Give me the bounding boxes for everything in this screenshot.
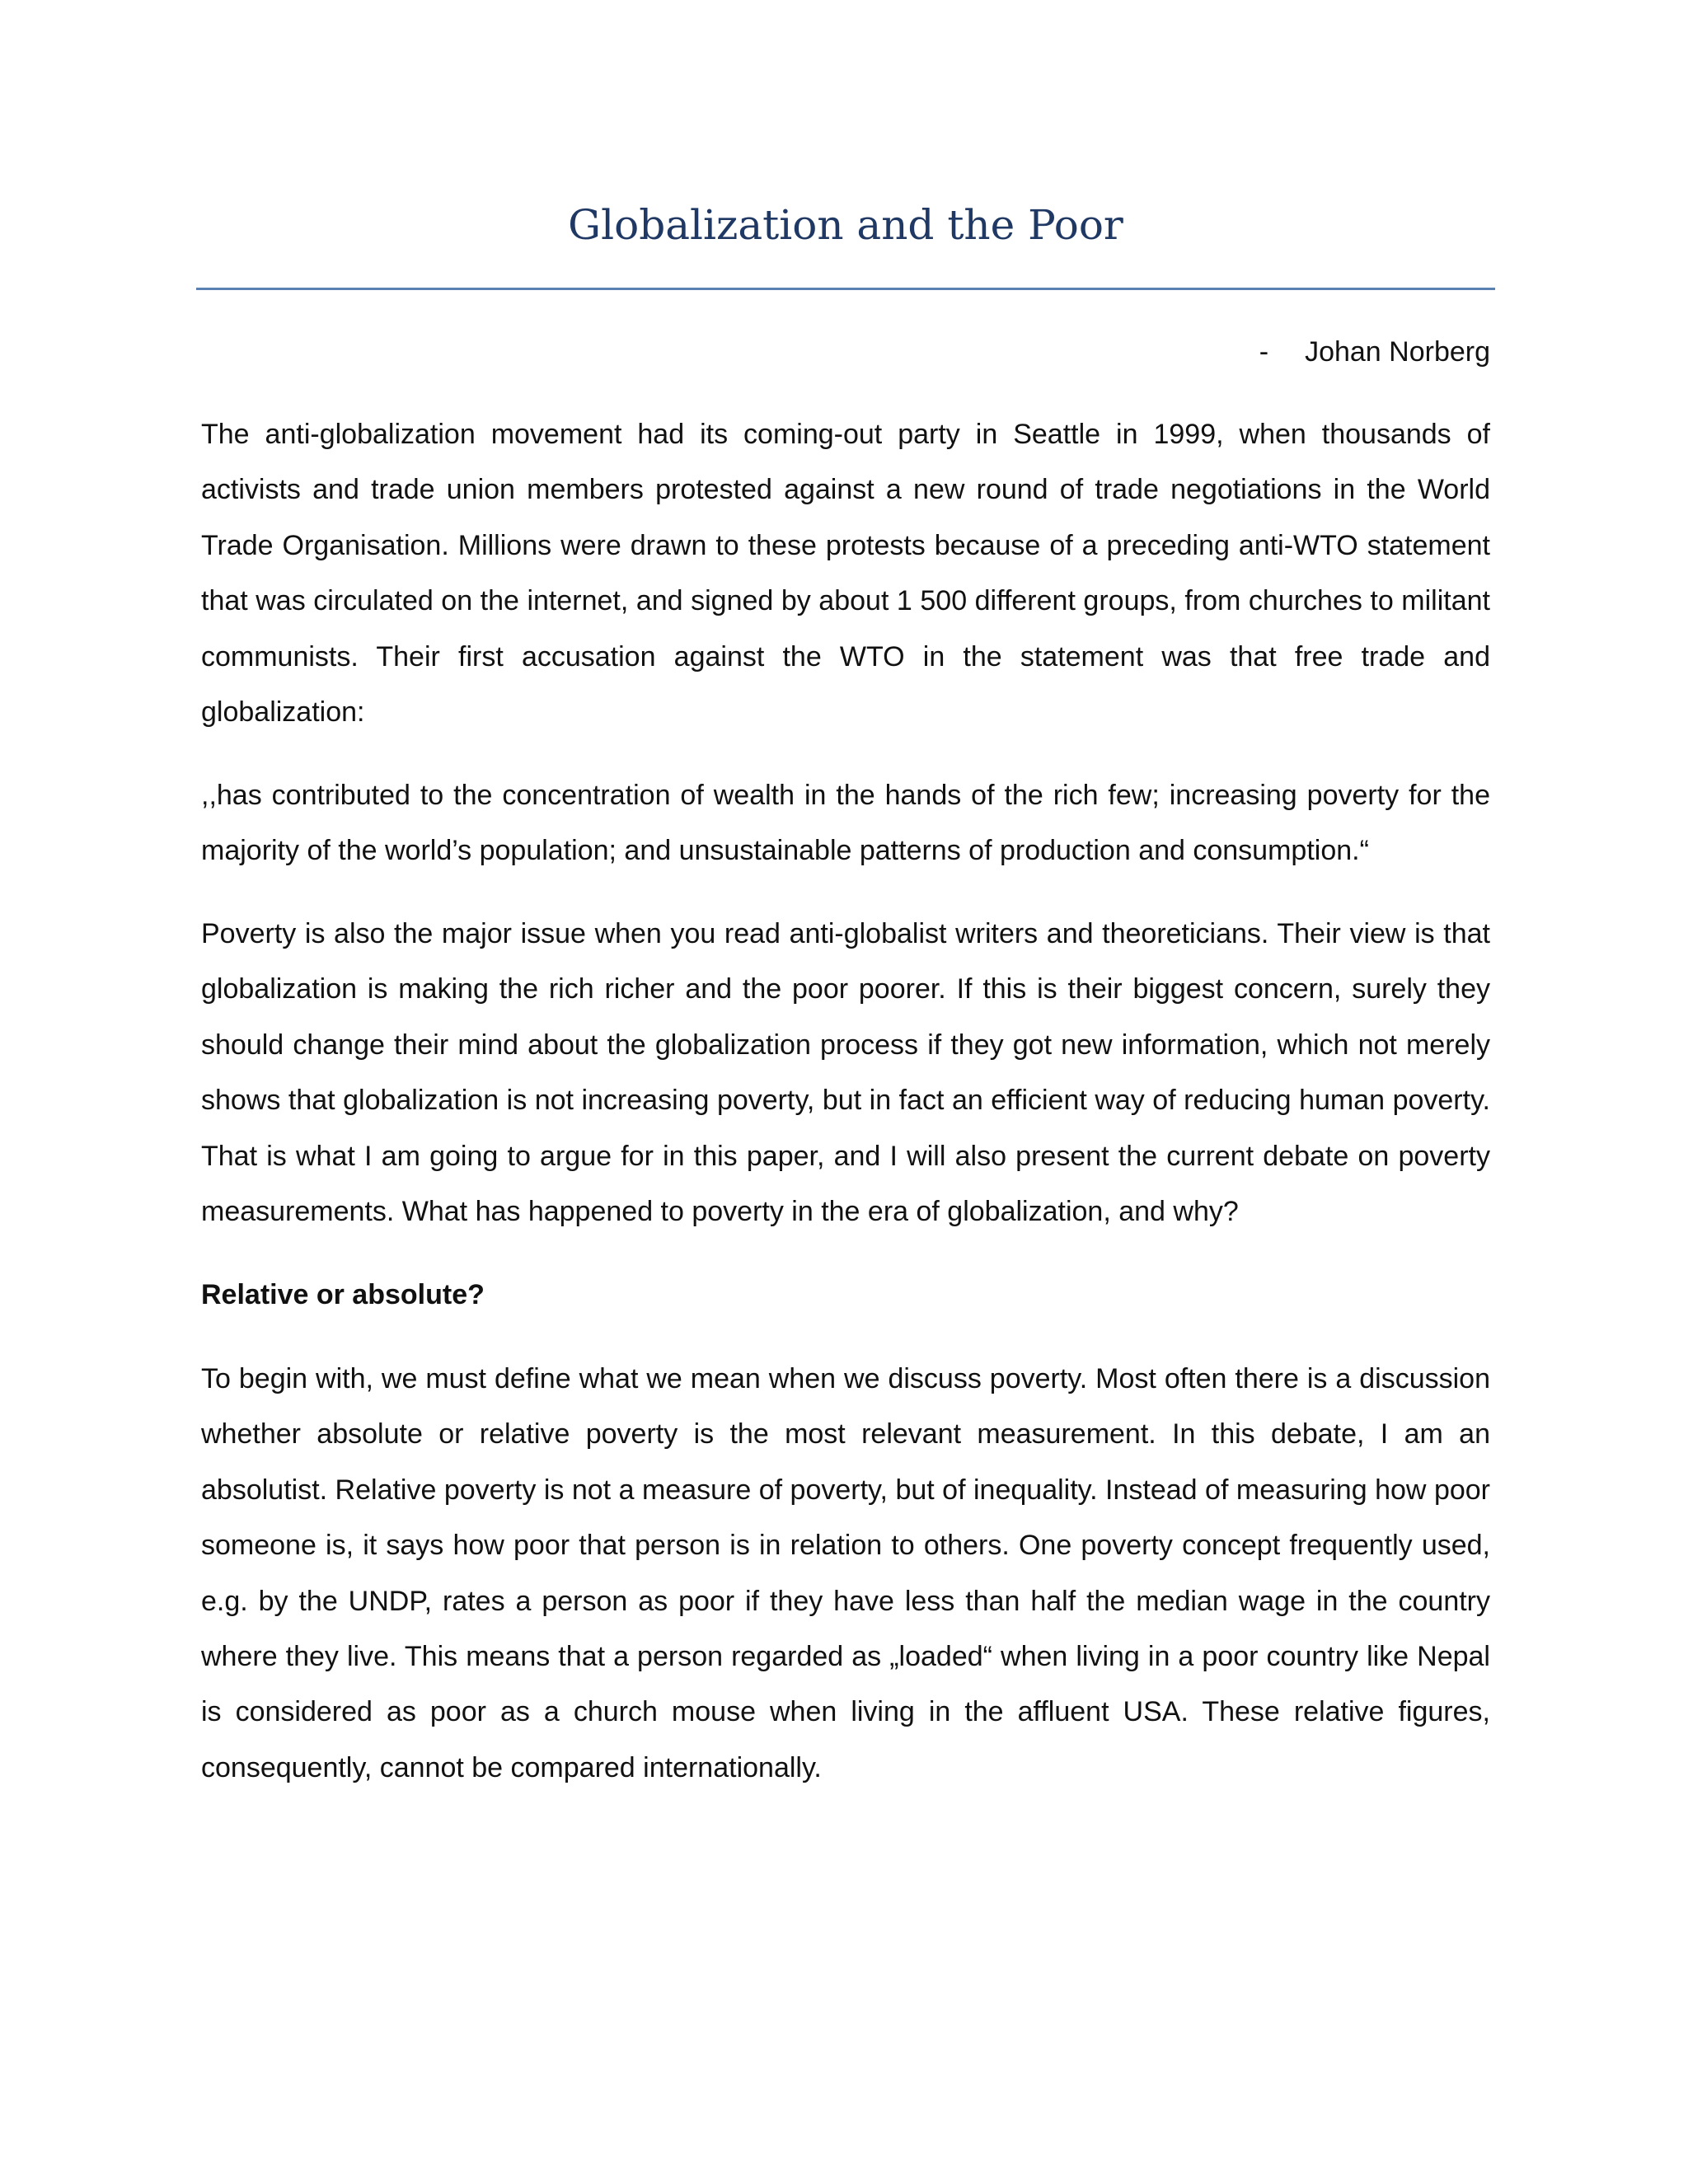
author-dash: - xyxy=(1259,336,1269,368)
title-underline xyxy=(196,288,1495,290)
document-title: Globalization and the Poor xyxy=(568,201,1123,249)
author-line xyxy=(201,331,1490,373)
paragraph-intro: The anti-globalization movement had its coming-out party in Seattle in 1999, when thousands of activists and trade union members protested against a new round of trade negotiations in the World Trade Organisation. Millions were drawn to these protests because of a preceding anti-WTO statement that was circulated on the internet, and signed by about 1 500 different groups, from churches to militant communists. Their first accusation against the WTO in the statement was that free trade and globalization: xyxy=(201,419,1490,729)
author-name: Johan Norberg xyxy=(1305,336,1490,368)
paragraph-poverty-issue: Poverty is also the major issue when you read anti-globalist writers and theoreticians. Their view is that globalization is making the rich richer and the poor poorer. If this is their biggest concern, surely they should change their mind about the globalization process if they got new information, which not merely shows that globalization is not increasing poverty, but in fact an efficient way of reducing human poverty. That is what I am going to argue for in this paper, and I will also present the current debate on poverty measurements. What has happened to poverty in the era of globalization, and why? xyxy=(201,918,1490,1228)
paragraph-quote: ,,has contributed to the concentration of wealth in the hands of the rich few; increasing poverty for the majority of the world’s population; and unsustainable patterns of production and consumption.“ xyxy=(201,780,1490,867)
section-heading: Relative or absolute? xyxy=(201,1279,485,1310)
paragraph-definition: To begin with, we must define what we mean when we discuss poverty. Most often there is a discussion whether absolute or relative poverty is the most relevant measurement. In this debate, I am an absolutist. Relative poverty is not a measure of poverty, but of inequality. Instead of measuring how poor someone is, it says how poor that person is in relation to others. One poverty concept frequently used, e.g. by the UNDP, rates a person as poor if they have less than half the median wage in the country where they live. This means that a person regarded as „loaded“ when living in a poor country like Nepal is considered as poor as a church mouse when living in the affluent USA. These relative figures, consequently, cannot be compared internationally. xyxy=(201,1363,1490,1783)
